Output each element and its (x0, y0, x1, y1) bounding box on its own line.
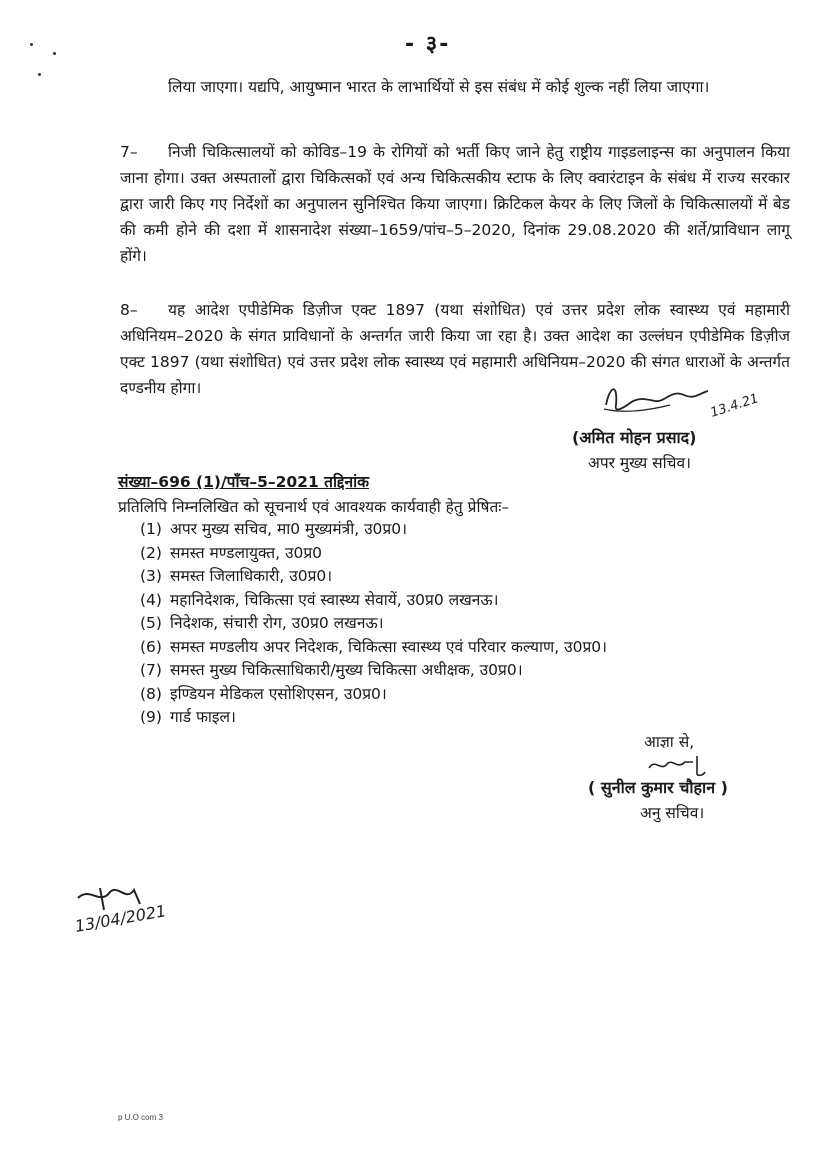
signatory-1-name: (अमित मोहन प्रसाद) (572, 428, 697, 447)
list-item: (1) अपर मुख्य सचिव, मा0 मुख्यमंत्री, उ0प्र0। (140, 520, 407, 538)
list-item: (6) समस्त मण्डलीय अपर निदेशक, चिकित्सा स्वास्थ्य एवं परिवार कल्याण, उ0प्र0। (140, 637, 608, 656)
signatory-1-designation: अपर मुख्य सचिव। (588, 454, 691, 472)
page-number: - ३- (405, 32, 451, 57)
footer-code: p U.O com 3 (118, 1113, 163, 1122)
paragraph-continued: लिया जाएगा। यद्यपि, आयुष्मान भारत के लाभार्थियों से इस संबंध में कोई शुल्क नहीं लिया जाएगा। (168, 78, 710, 96)
signature-date: 13.4.21 (708, 391, 760, 421)
signature-1 (600, 375, 760, 425)
list-item: (8) इण्डियन मेडिकल एसोशिएसन, उ0प्र0। (140, 684, 387, 703)
copy-intro: प्रतिलिपि निम्नलिखित को सूचनार्थ एवं आवश्यक कार्यवाही हेतु प्रेषितः– (118, 498, 510, 516)
list-item: (7) समस्त मुख्य चिकित्साधिकारी/मुख्य चिकित्सा अधीक्षक, उ0प्र0। (140, 661, 523, 679)
list-item: (4) महानिदेशक, चिकित्सा एवं स्वास्थ्य सेवायें, उ0प्र0 लखनऊ। (140, 590, 499, 609)
list-item: (2) समस्त मण्डलायुक्त, उ0प्र0 (140, 543, 323, 562)
list-item: (3) समस्त जिलाधिकारी, उ0प्र0। (140, 567, 333, 585)
scan-speck (30, 43, 33, 46)
by-order-label: आज्ञा से, (644, 733, 695, 751)
handwritten-initials (70, 880, 180, 942)
paragraph-number: 8– (120, 301, 138, 319)
scan-speck (38, 73, 41, 76)
handwritten-date: 13/04/2021 (73, 901, 168, 936)
paragraph-text: यह आदेश एपीडेमिक डिज़ीज एक्ट 1897 (यथा संशोधित) एवं उत्तर प्रदेश लोक स्वास्थ्य एवं महामारी अधिनियम–2020 के संगत प्राविधानों के अन्तर्गत जारी किया जा रहा है। उक्त आदेश का उल्लंघन एपीडेमिक डिज़ीज एक्ट 1897 (यथा संशोधित) एवं उत्तर प्रदेश लोक स्वास्थ्य एवं महामारी अधिनियम–2020 की संगत धाराओं के अन्तर्गत दण्डनीय होगा। (120, 301, 790, 397)
paragraph-text: निजी चिकित्सालयों को कोविड–19 के रोगियों को भर्ती किए जाने हेतु राष्ट्रीय गाइडलाइन्स का अनुपालन किया जाना होगा। उक्त अस्पतालों द्वारा चिकित्सकों एवं अन्य चिकित्सकीय स्टाफ के लिए क्वारंटाइन के संबंध में राज्य सरकार द्वारा जारी किए गए निर्देशों का अनुपालन सुनिश्चित किया जाएगा। क्रिटिकल केयर के लिए जिलों के चिकित्सालयों में बेड की कमी होने की दशा में शासनादेश संख्या–1659/पांच–5–2020, दिनांक 29.08.2020 की शर्ते/प्राविधान लागू होंगे। (120, 143, 790, 265)
list-item: (9) गार्ड फाइल। (140, 708, 236, 726)
paragraph-7 (120, 139, 790, 269)
scan-speck (53, 52, 56, 55)
signatory-2-name: ( सुनील कुमार चौहान ) (588, 778, 728, 797)
signature-2 (645, 752, 715, 778)
list-item: (5) निदेशक, संचारी रोग, उ0प्र0 लखनऊ। (140, 614, 384, 632)
recipient-list (140, 518, 607, 730)
reference-number: संख्या–696 (1)/पाँच–5–2021 तद्दिनांक (118, 473, 370, 491)
signatory-2-designation: अनु सचिव। (640, 804, 705, 822)
paragraph-number: 7– (120, 143, 138, 161)
